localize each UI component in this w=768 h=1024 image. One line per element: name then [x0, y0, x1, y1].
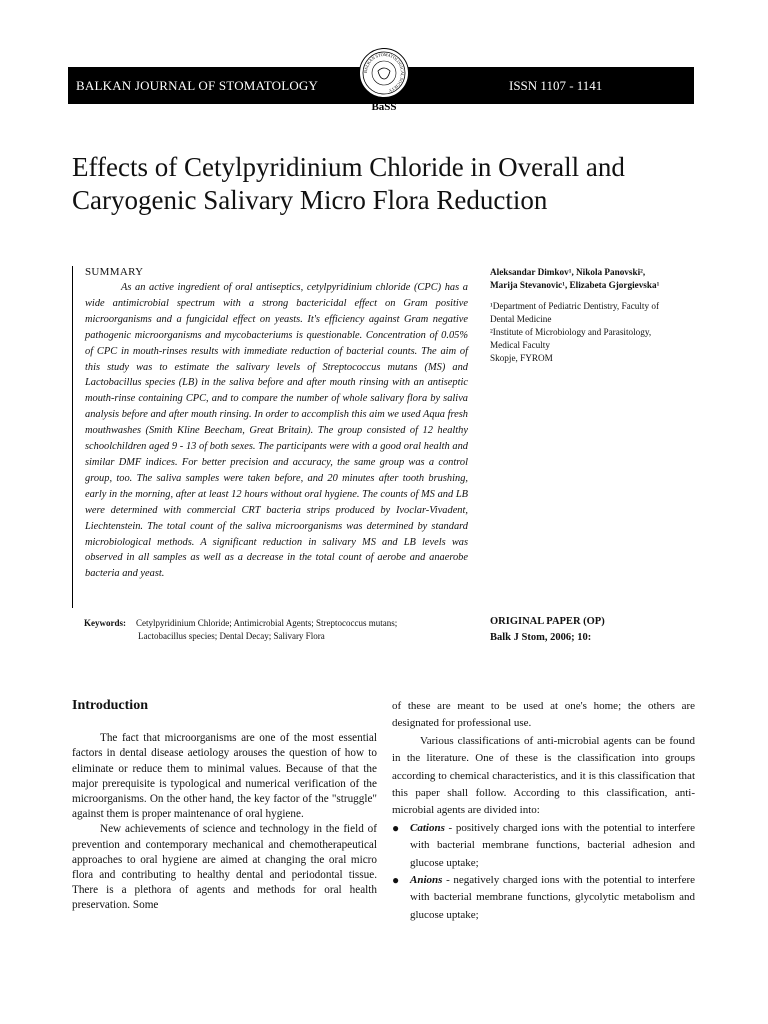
logo-acronym: BaSS: [371, 101, 397, 113]
affiliation-1-line-2: Dental Medicine: [490, 314, 552, 324]
list-item-term: Anions: [410, 874, 443, 887]
introduction-left-column: [72, 698, 377, 914]
bullet-icon: ●: [392, 820, 400, 835]
keywords-section: [84, 617, 454, 643]
title-line-1: Effects of Cetylpyridinium Chloride in Overall and: [72, 152, 625, 182]
summary-section: [72, 266, 468, 608]
author-names-line-1: Aleksandar Dimkov¹, Nikola Panovski²,: [490, 267, 646, 277]
authors-section: [490, 266, 695, 365]
seal-graphic: [360, 49, 408, 97]
summary-label: SUMMARY: [85, 266, 144, 278]
svg-text:BALKAN STOMATOLOGICAL SOCIETY: [363, 52, 405, 93]
intro-paragraph-1: The fact that microorganisms are one of the most essential factors in dental disease aetiology arouses the question of how to eliminate or reduce them to minimal values. Because of that the major prerequisite is typological and numerical verification of the microorganisms. On the other hand, the key factor of the "struggle" against them is proper maintenance of oral hygiene.: [72, 732, 377, 821]
introduction-heading: Introduction: [72, 698, 148, 713]
right-paragraph-1: of these are meant to be used at one's home; the others are designated for professional use.: [392, 700, 695, 730]
author-names: [490, 266, 695, 292]
affiliations: [490, 300, 695, 365]
list-item-text: - positively charged ions with the potential to interfere with bacterial membrane functions, bacterial adhesion and glucose uptake;: [410, 821, 695, 869]
affiliation-city: Skopje, FYROM: [490, 353, 553, 363]
author-names-line-2: Marija Stevanovic¹, Elizabeta Gjorgievska¹: [490, 280, 660, 290]
list-item: [392, 820, 695, 872]
keywords-line-2: Lactobacillus species; Dental Decay; Salivary Flora: [138, 631, 325, 641]
citation-label: Balk J Stom, 2006; 10:: [490, 632, 592, 643]
list-item-text: - negatively charged ions with the potential to interfere with bacterial membrane functions, glycolytic metabolism and glucose uptake;: [410, 874, 695, 921]
logo-seal-icon: [359, 48, 409, 98]
affiliation-2-line-1: ²Institute of Microbiology and Parasitology,: [490, 327, 652, 337]
list-item: [392, 872, 695, 924]
keywords-line-1: Cetylpyridinium Chloride; Antimicrobial Agents; Streptococcus mutans;: [136, 618, 398, 628]
agent-class-list: [392, 820, 695, 924]
journal-name: BALKAN JOURNAL OF STOMATOLOGY: [76, 78, 319, 93]
right-paragraph-2: Various classifications of anti-microbial agents can be found in the literature. One of these is the classification into groups according to chemical characteristics, and it is this classification that this paper shall follow. According to this classification, anti-microbial agents are divided into:: [392, 734, 695, 817]
affiliation-1-line-1: ¹Department of Pediatric Dentistry, Faculty of: [490, 301, 660, 311]
paper-title: [72, 151, 712, 217]
paper-info: [490, 614, 700, 646]
society-logo: [356, 48, 412, 122]
paper-type-label: ORIGINAL PAPER (OP): [490, 616, 605, 627]
keywords-label: Keywords:: [84, 618, 126, 628]
introduction-right-column: [392, 698, 695, 924]
bullet-icon: ●: [392, 873, 400, 888]
issn-number: ISSN 1107 - 1141: [509, 78, 603, 93]
logo-ring-text: BALKAN STOMATOLOGICAL SOCIETY: [362, 51, 406, 94]
affiliation-2-line-2: Medical Faculty: [490, 340, 550, 350]
abstract-text: As an active ingredient of oral antiseptics, cetylpyridinium chloride (CPC) has a wide antimicrobial spectrum with a strong bactericidal effect on Gram positive microorganisms and a fungicidal effect on yeasts. It's efficiency against Gram negative pathogenic microorganisms and mycobacteriums is questionable. Concentration of 0.05% of CPC in mouth-rinses results with immediate reduction of bacterial counts. The aim of this study was to estimate the salivary levels of Streptococcus mutans (MS) and Lactobacillus species (LB) in the saliva before and after mouth rinsing with an antiseptic mouth-rinse containing CPC, and to compare the number of whole salivary flora by saliva analysis before and after mouth rinsing. In order to accomplish this aim we used Aqua fresh mouthwashes (Smith Kline Beecham, Great Britain). The group consisted of 12 healthy schoolchildren aged 9 - 13 of both sexes. The participants were with a good oral health and similar DMF indices. For better precision and accuracy, the same group was a control group, too. The saliva samples were taken before, and 20 minutes after tooth brushing, early in the morning, after at least 12 hours without oral hygiene. The counts of MS and LB were determined with commercial CRT bacteria strips produced by Ivoclar-Vivadent, Liechtenstein. The total count of the saliva microorganisms was determined by standard microbiological methods. A significant reduction in salivary MS and LB levels was observed in all samples as well as a decrease in the total count of aerobe and anaerobe bacteria and yeast.: [85, 282, 468, 580]
intro-paragraph-2: New achievements of science and technology in the field of prevention and contemporary mechanical and chemotherapeutical approaches to oral hygiene are aimed at changing the oral micro flora and contributing to healthy dental and periodontal tissue. There is a plethora of agents and methods for oral health preservation. Some: [72, 823, 377, 912]
list-item-term: Cations: [410, 821, 445, 834]
title-line-2: Caryogenic Salivary Micro Flora Reduction: [72, 185, 548, 215]
